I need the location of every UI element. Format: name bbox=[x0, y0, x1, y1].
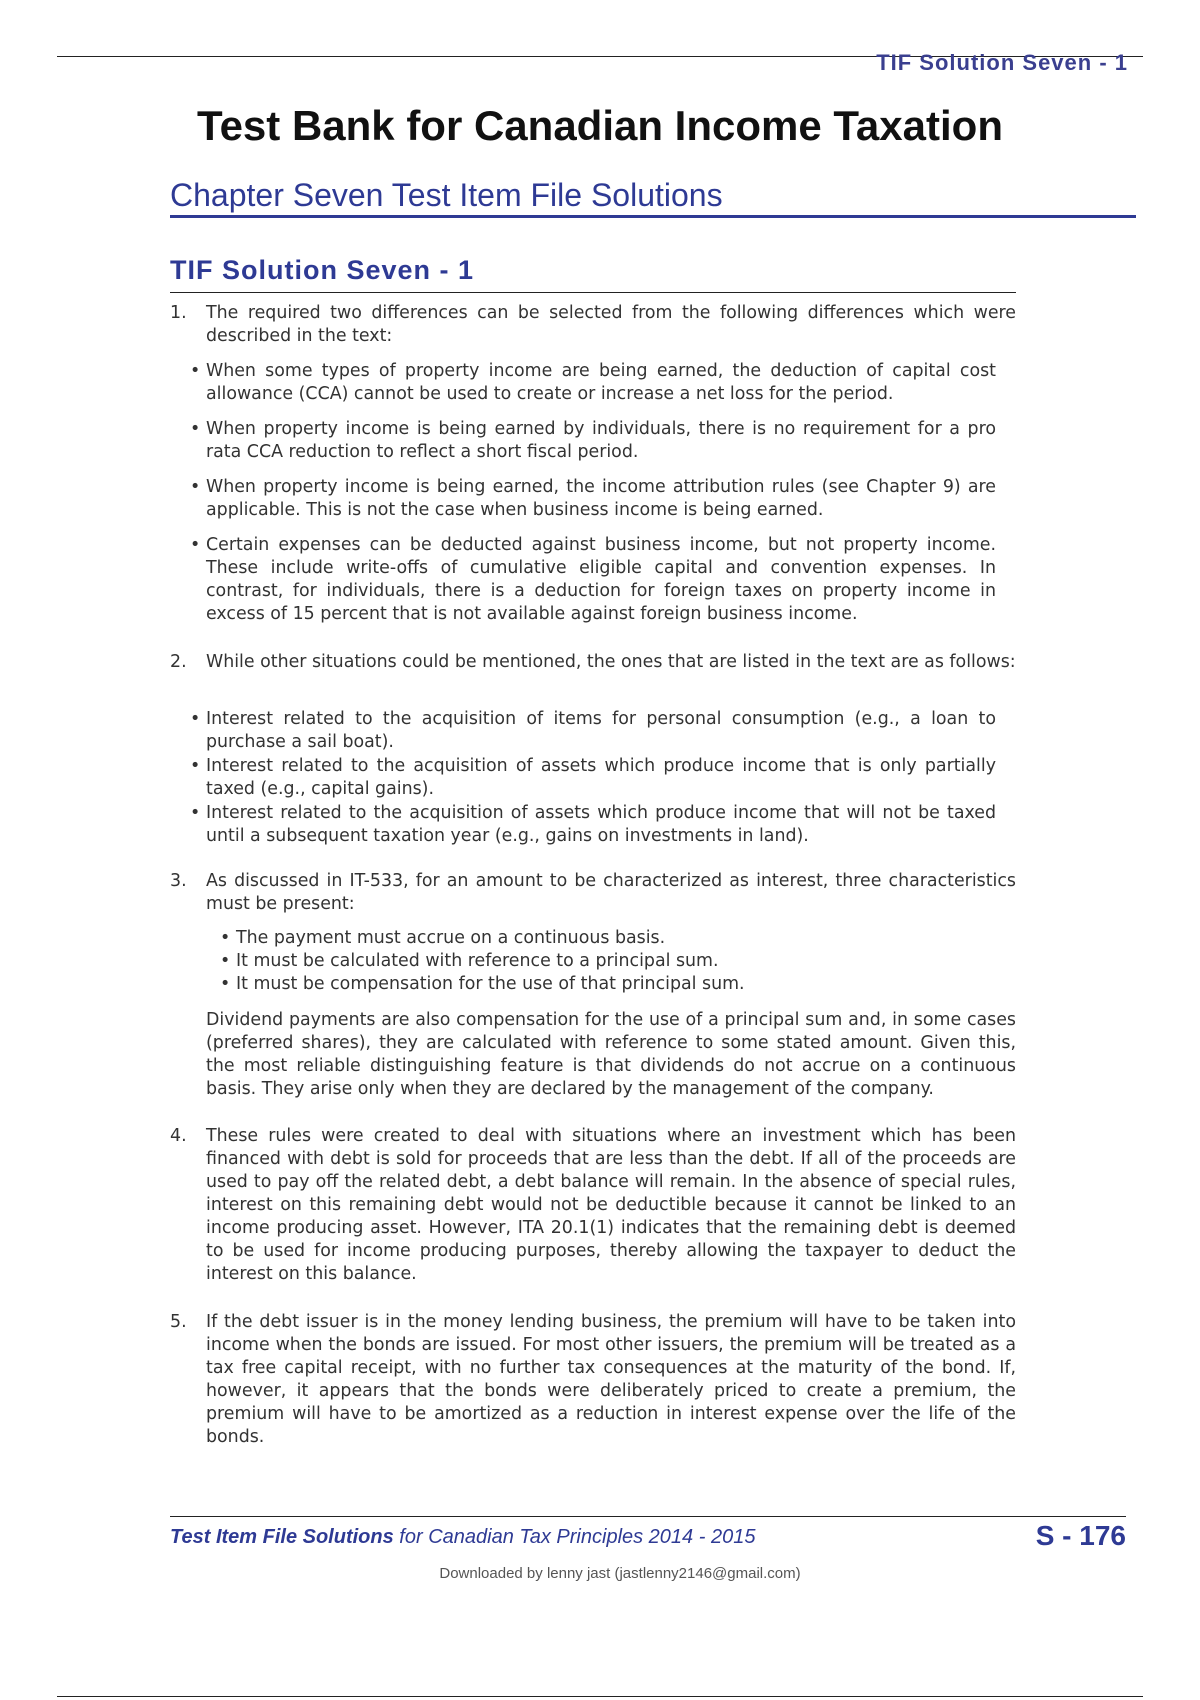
question-number: 5. bbox=[170, 1312, 187, 1332]
page-number: S - 176 bbox=[1035, 1520, 1126, 1551]
list-item-text: It must be calculated with reference to a principal sum. bbox=[236, 951, 719, 971]
list-item-text: When property income is being earned by individuals, there is no requirement for a pro rata CCA reduction to reflect a short fiscal period. bbox=[206, 419, 996, 462]
footer-title-rest: for Canadian Tax Principles 2014 - 2015 bbox=[393, 1526, 756, 1548]
footer-title bbox=[170, 1526, 755, 1549]
footer-title-bold: Test Item File Solutions bbox=[170, 1526, 394, 1548]
question-number: 3. bbox=[170, 871, 187, 891]
list-item-text: Interest related to the acquisition of items for personal consumption (e.g., a loan to purchase a sail boat). bbox=[206, 709, 996, 752]
download-note: Downloaded by lenny jast (jastlenny2146@gmail.com) bbox=[439, 1565, 801, 1582]
bottom-rule bbox=[57, 1696, 1143, 1697]
question-text: The required two differences can be selected from the following differences which were described in the text: bbox=[206, 303, 1016, 346]
question-text: These rules were created to deal with situations where an investment which has been financed with debt is sold for proceeds that are less than the debt. If all of the proceeds are used to pay off the related debt, a debt balance will remain. In the absence of special rules, interest on this remaining debt would not be deductible because it cannot be linked to an income producing asset. However, ITA 20.1(1) indicates that the remaining debt is deemed to be used for income producing purposes, thereby allowing the taxpayer to deduct the interest on this balance. bbox=[206, 1126, 1016, 1284]
footer-rule bbox=[170, 1516, 1126, 1517]
list-item-text: It must be compensation for the use of that principal sum. bbox=[236, 974, 745, 994]
question-number: 1. bbox=[170, 303, 187, 323]
question-followup-text: Dividend payments are also compensation for the use of a principal sum and, in some cases (preferred shares), they are calculated with reference to some stated amount. Given this, the most reliable distinguishing feature is that dividends do not accrue on a continuous basis. They arise only when they are declared by the management of the company. bbox=[206, 1010, 1016, 1099]
document-title: Test Bank for Canadian Income Taxation bbox=[197, 102, 1003, 149]
question-text: If the debt issuer is in the money lending business, the premium will have to be taken into income when the bonds are issued. For most other issuers, the premium will be treated as a tax free capital receipt, with no further tax consequences at the maturity of the bond. If, however, it appears that the bonds were deliberately priced to create a premium, the premium will have to be amortized as a reduction in interest expense over the life of the bonds. bbox=[206, 1312, 1016, 1447]
question-text: While other situations could be mentioned, the ones that are listed in the text are as follows: bbox=[206, 652, 1016, 672]
list-item-text: The payment must accrue on a continuous basis. bbox=[236, 928, 666, 948]
question-number: 4. bbox=[170, 1126, 187, 1146]
chapter-title: Chapter Seven Test Item File Solutions bbox=[170, 175, 1136, 218]
list-item-text: When some types of property income are being earned, the deduction of capital cost allowance (CCA) cannot be used to create or increase a net loss for the period. bbox=[206, 361, 996, 404]
list-item-text: When property income is being earned, the income attribution rules (see Chapter 9) are applicable. This is not the case when business income is being earned. bbox=[206, 477, 996, 520]
question-text: As discussed in IT-533, for an amount to be characterized as interest, three characteristics must be present: bbox=[206, 871, 1016, 914]
question-number: 2. bbox=[170, 652, 187, 672]
list-item-text: Interest related to the acquisition of assets which produce income that will not be taxed until a subsequent taxation year (e.g., gains on investments in land). bbox=[206, 803, 996, 846]
list-item-text: Certain expenses can be deducted against business income, but not property income. These include write-offs of cumulative eligible capital and convention expenses. In contrast, for individuals, there is a deduction for foreign taxes on property income in excess of 15 percent that is not available against foreign business income. bbox=[206, 535, 996, 624]
list-item-text: Interest related to the acquisition of assets which produce income that is only partially taxed (e.g., capital gains). bbox=[206, 756, 996, 799]
section-title: TIF Solution Seven - 1 bbox=[170, 252, 1016, 293]
running-head: TIF Solution Seven - 1 bbox=[876, 50, 1128, 75]
